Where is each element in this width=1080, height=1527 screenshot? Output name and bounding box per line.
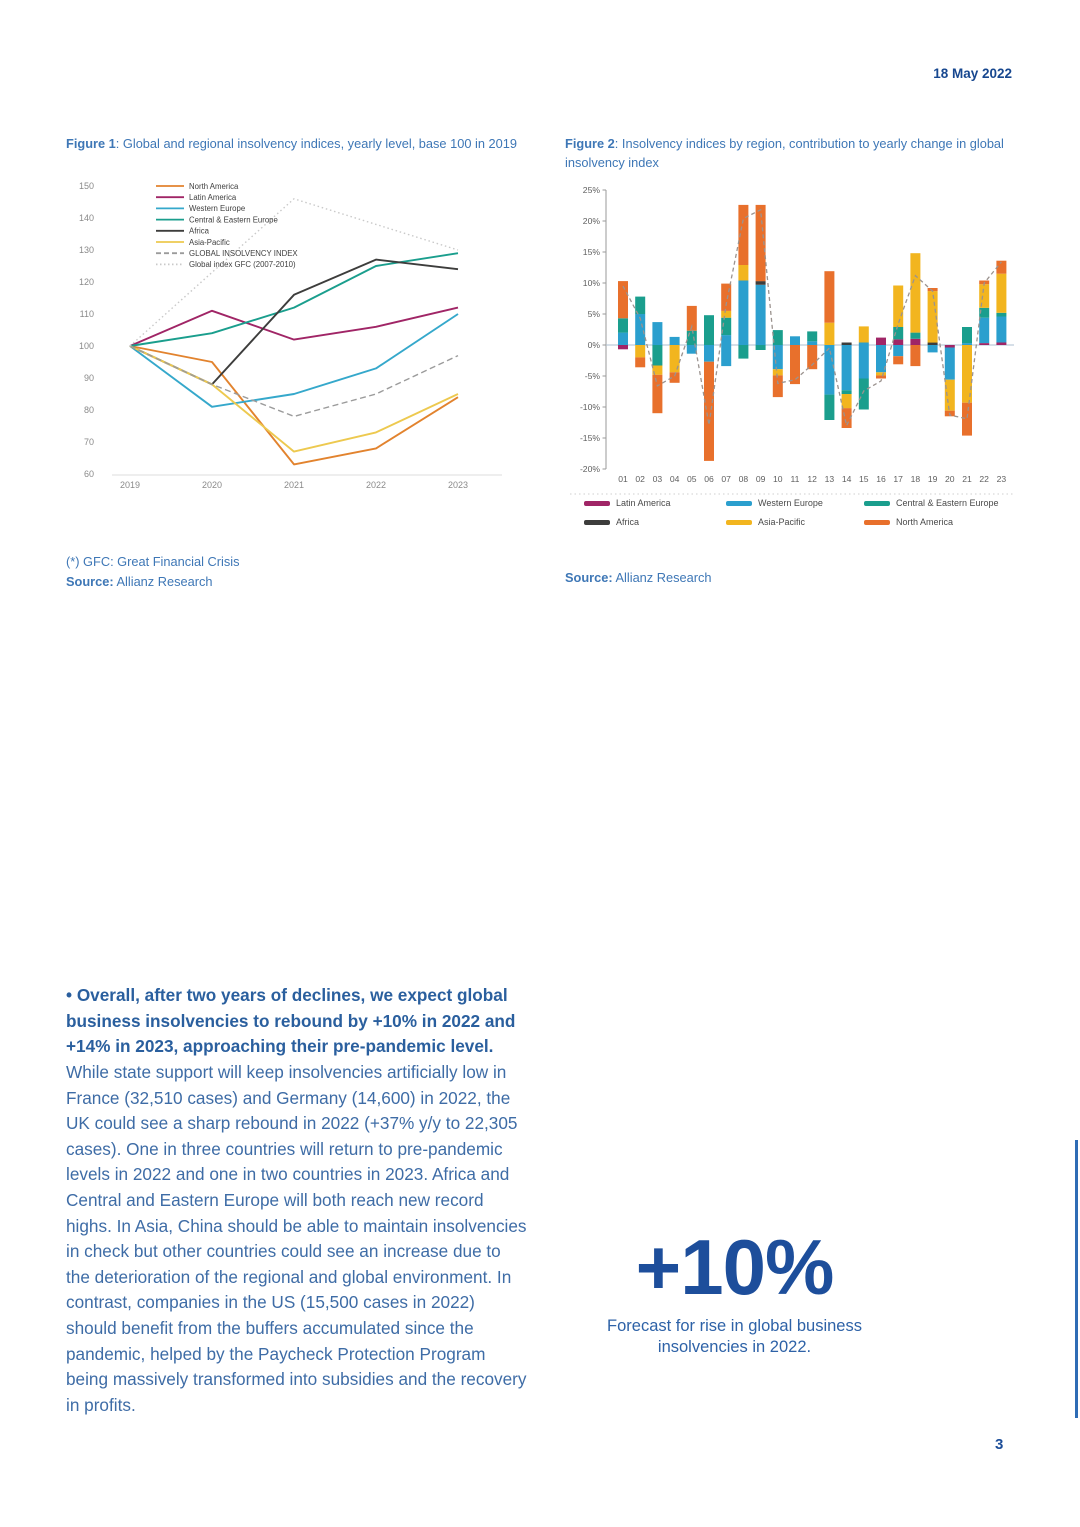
svg-text:02: 02 (635, 474, 645, 484)
svg-text:16: 16 (876, 474, 886, 484)
body-lead-sentence: Overall, after two years of declines, we expect global business insolvencies to rebound by +10% in 2022 and +14% in 2023, approaching their pre-pandemic level. (66, 985, 516, 1057)
figure1-caption-label: Figure 1 (66, 136, 116, 151)
figure2-bar-chart (562, 176, 1020, 498)
svg-text:2022: 2022 (365, 480, 387, 490)
svg-text:Western Europe: Western Europe (189, 204, 246, 214)
figure1-source (66, 572, 240, 592)
svg-text:13: 13 (824, 474, 835, 484)
svg-text:08: 08 (738, 474, 749, 484)
legend-swatch (726, 501, 752, 506)
svg-text:22: 22 (979, 474, 989, 484)
svg-text:90: 90 (83, 373, 94, 383)
legend-label: Africa (616, 517, 640, 527)
svg-text:11: 11 (790, 474, 800, 484)
svg-text:-15%: -15% (579, 433, 600, 443)
figure1-caption (66, 135, 536, 154)
forecast-value: +10% (635, 1223, 834, 1311)
svg-text:19: 19 (927, 474, 938, 484)
svg-text:03: 03 (652, 474, 663, 484)
svg-text:06: 06 (704, 474, 714, 484)
svg-text:2021: 2021 (283, 480, 305, 490)
figure1-source-text: Allianz Research (113, 574, 213, 590)
figure2-legend-item (584, 498, 726, 508)
svg-text:5%: 5% (587, 309, 600, 319)
svg-text:07: 07 (721, 474, 731, 484)
svg-text:140: 140 (78, 213, 94, 223)
figure1-caption-text: : Global and regional insolvency indices, yearly level, base 100 in 2019 (115, 136, 517, 151)
figure1-line-chart (60, 170, 515, 500)
legend-swatch (584, 520, 610, 525)
gfc-footnote: (*) GFC: Great Financial Crisis (66, 554, 240, 569)
svg-text:Asia-Pacific: Asia-Pacific (189, 237, 230, 247)
svg-text:100: 100 (78, 341, 94, 351)
right-accent-bar (1075, 1140, 1078, 1418)
svg-text:2023: 2023 (447, 480, 469, 490)
svg-text:120: 120 (78, 277, 94, 287)
svg-text:2019: 2019 (119, 480, 141, 490)
legend-label: Western Europe (758, 498, 823, 508)
legend-swatch (584, 501, 610, 506)
svg-text:Africa: Africa (189, 226, 209, 236)
svg-text:GLOBAL INSOLVENCY INDEX: GLOBAL INSOLVENCY INDEX (189, 249, 298, 258)
svg-text:130: 130 (78, 245, 94, 255)
figure2-source (565, 570, 712, 585)
figure2-caption-label: Figure 2 (565, 136, 615, 151)
figure2-legend-item (726, 498, 864, 508)
figure1-notes (66, 552, 240, 593)
svg-text:12: 12 (807, 474, 817, 484)
body-rest-text: While state support will keep insolvencies artificially low in France (32,510 cases) and Germany (14,600) in 2022, the UK could see a sharp rebound in 2022 (+37% y/y to 22,305 cases). One in three countries will return to pre-pandemic levels in 2022 and one in two countries in 2023. Africa and Central and Eastern Europe will both reach new record highs. In Asia, China should be able to maintain insolvencies in check but other countries could see an increase due to the deterioration of the regional and global environment. In contrast, companies in the US (15,500 cases in 2022) should benefit from the buffers accumulated since the pandemic, helped by the Paycheck Protection Program being massively transformed into subsidies and the recovery in profits. (66, 1061, 527, 1415)
legend-swatch (864, 520, 890, 525)
svg-text:14: 14 (841, 474, 852, 484)
legend-swatch (864, 501, 890, 506)
svg-text:01: 01 (618, 474, 628, 484)
svg-text:20%: 20% (582, 216, 600, 226)
svg-text:60: 60 (83, 469, 94, 479)
svg-text:15%: 15% (582, 247, 600, 257)
legend-label: Latin America (616, 498, 671, 508)
legend-label: Central & Eastern Europe (896, 498, 999, 508)
figure1-source-label: Source: (66, 574, 114, 590)
legend-label: Asia-Pacific (758, 517, 806, 527)
svg-text:80: 80 (83, 405, 94, 415)
figure2-caption (565, 135, 1010, 172)
svg-text:20: 20 (945, 474, 955, 484)
svg-text:150: 150 (78, 181, 94, 191)
figure2-legend-item (726, 517, 864, 527)
legend-swatch (726, 520, 752, 525)
svg-text:17: 17 (893, 474, 903, 484)
figure2-legend (584, 498, 1024, 527)
page-number: 3 (995, 1436, 1004, 1453)
bullet-marker: • (66, 985, 73, 1006)
svg-text:Latin America: Latin America (189, 193, 237, 202)
svg-text:25%: 25% (582, 185, 600, 195)
svg-text:North America: North America (189, 181, 239, 191)
svg-text:21: 21 (962, 474, 972, 484)
svg-text:-10%: -10% (579, 402, 600, 412)
report-date: 18 May 2022 (933, 66, 1012, 81)
body-paragraph (66, 983, 529, 1418)
svg-text:10%: 10% (582, 278, 600, 288)
svg-text:10: 10 (773, 474, 783, 484)
figure2-source-text: Allianz Research (612, 570, 712, 585)
svg-text:15: 15 (859, 474, 869, 484)
svg-text:05: 05 (687, 474, 697, 484)
svg-text:23: 23 (996, 474, 1007, 484)
svg-text:-20%: -20% (579, 464, 600, 474)
svg-text:-5%: -5% (584, 371, 600, 381)
svg-text:0%: 0% (587, 340, 600, 350)
figure2-caption-text: : Insolvency indices by region, contribution to yearly change in global insolvency index (565, 136, 1004, 170)
forecast-caption: Forecast for rise in global business insolvencies in 2022. (607, 1317, 862, 1357)
figure2-legend-item (864, 498, 1024, 508)
svg-text:09: 09 (755, 474, 766, 484)
figure2-source-label: Source: (565, 570, 613, 585)
svg-text:2020: 2020 (201, 480, 223, 490)
svg-text:04: 04 (669, 474, 680, 484)
svg-text:70: 70 (83, 437, 94, 447)
svg-text:110: 110 (79, 309, 94, 319)
svg-text:Global index GFC (2007-2010): Global index GFC (2007-2010) (189, 260, 296, 270)
figure2-legend-item (864, 517, 1024, 527)
forecast-callout (562, 1223, 907, 1359)
svg-text:Central & Eastern Europe: Central & Eastern Europe (189, 215, 278, 225)
legend-label: North America (896, 517, 954, 527)
figure2-legend-item (584, 517, 726, 527)
svg-text:18: 18 (910, 474, 921, 484)
